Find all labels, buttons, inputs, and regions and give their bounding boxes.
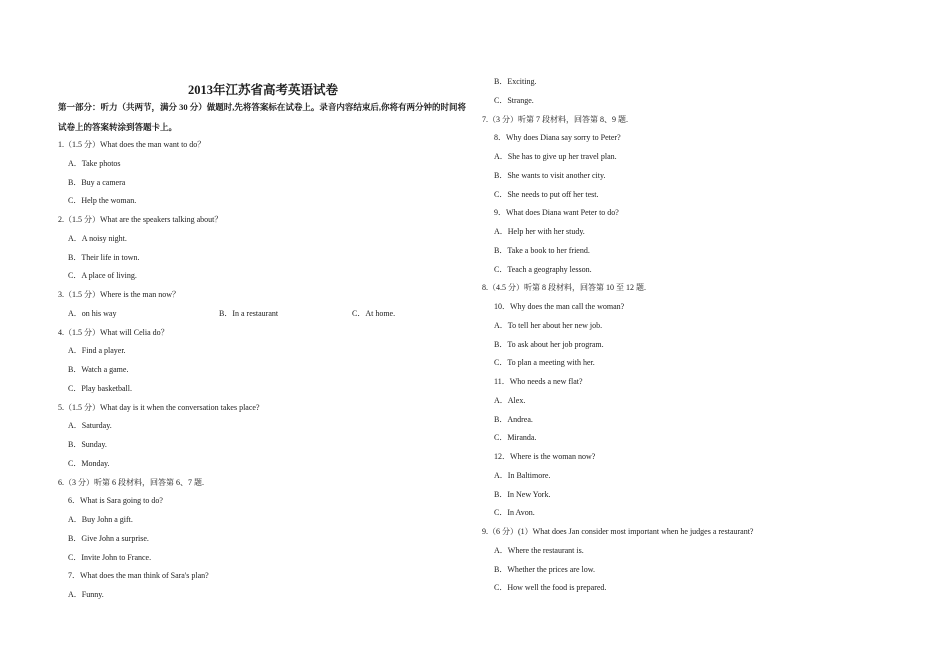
question-header: 8.（4.5 分）听第 8 段材料，回答第 10 至 12 题. <box>482 283 646 293</box>
question-line: B．In New York. <box>494 489 551 499</box>
question-line: C．To plan a meeting with her. <box>494 358 595 368</box>
exam-title: 2013年江苏省高考英语试卷 <box>187 83 338 97</box>
question-line: C．Strange. <box>494 95 534 105</box>
question-line: A．She has to give up her travel plan. <box>494 152 617 161</box>
question-header: 5.（1.5 分）What day is it when the conversation takes place? <box>58 402 260 412</box>
question-line: A．A noisy night. <box>68 233 127 243</box>
question-line: C．Monday. <box>68 458 110 468</box>
question-line: B．Buy a camera <box>68 177 126 187</box>
question-line: B．Watch a game. <box>68 365 129 374</box>
question-line: C．She needs to put off her test. <box>494 189 599 199</box>
question-line: A．Buy John a gift. <box>68 515 133 524</box>
question-line: A．Saturday. <box>68 421 112 431</box>
question-line: A．Take photos <box>68 158 121 168</box>
question-header: 9.（6 分）(1）What does Jan consider most important when he judges a restaurant? <box>482 527 754 536</box>
question-line: B．To ask about her job program. <box>494 339 604 349</box>
section-intro-line-2: 试卷上的答案转涂到答题卡上。 <box>58 122 178 132</box>
question-line: 8．Why does Diana say sorry to Peter? <box>494 133 621 143</box>
question-line: B．Sunday. <box>68 440 107 449</box>
question-line: A．Where the restaurant is. <box>494 545 584 555</box>
question-header: 7.（3 分）听第 7 段材料，回答第 8、9 题. <box>482 114 628 124</box>
question-line: C．Miranda. <box>494 433 537 443</box>
question-line: B．Their life in town. <box>68 252 140 262</box>
question-line: A．Find a player. <box>68 346 126 356</box>
question-line: A．Funny. <box>68 590 104 599</box>
question-line: A．Alex. <box>494 395 526 405</box>
question-line: 11．Who needs a new flat? <box>494 377 583 386</box>
question-line: B．Andrea. <box>494 414 533 424</box>
question-line: A．In Baltimore. <box>494 470 551 480</box>
question-header: 1.（1.5 分）What does the man want to do？ <box>58 140 206 149</box>
question-line: B．Take a book to her friend. <box>494 245 590 255</box>
question-line: C．Play basketball. <box>68 383 132 393</box>
option-inline: B．In a restaurant <box>219 308 279 318</box>
question-line: C．A place of living. <box>68 271 137 281</box>
question-line: B．Exciting. <box>494 77 537 86</box>
question-line: 7．What does the man think of Sara's plan? <box>68 571 209 581</box>
question-line: C．Invite John to France. <box>68 552 152 562</box>
question-header: 2.（1.5 分）What are the speakers talking about？ <box>58 215 223 224</box>
question-line: C．In Avon. <box>494 508 535 518</box>
question-line: C．Help the woman. <box>68 196 137 206</box>
option-inline: A．on his way <box>68 308 117 318</box>
question-line: B．Give John a surprise. <box>68 533 149 543</box>
option-inline: C．At home. <box>352 308 396 318</box>
question-line: B．Whether the prices are low. <box>494 564 595 574</box>
question-line: 12．Where is the woman now? <box>494 452 596 461</box>
question-header: 4.（1.5 分）What will Celia do？ <box>58 327 169 337</box>
section-intro-line-1: 第一部分：听力（共两节，满分 30 分）做题时,先将答案标在试卷上。录音内容结束后,你将有两分钟的时间将 <box>58 102 467 112</box>
question-header: 6.（3 分）听第 6 段材料，回答第 6、7 题. <box>58 477 204 487</box>
question-line: 6．What is Sara going to do? <box>68 496 163 506</box>
question-line: C．How well the food is prepared. <box>494 583 607 593</box>
question-line: B．She wants to visit another city. <box>494 170 606 180</box>
question-line: A．To tell her about her new job. <box>494 320 603 330</box>
question-line: C．Teach a geography lesson. <box>494 264 592 274</box>
question-line: 9．What does Diana want Peter to do? <box>494 208 619 218</box>
question-line: A．Help her with her study. <box>494 227 585 236</box>
question-line: 10．Why does the man call the woman? <box>494 302 625 311</box>
question-header: 3.（1.5 分）Where is the man now？ <box>58 290 180 299</box>
